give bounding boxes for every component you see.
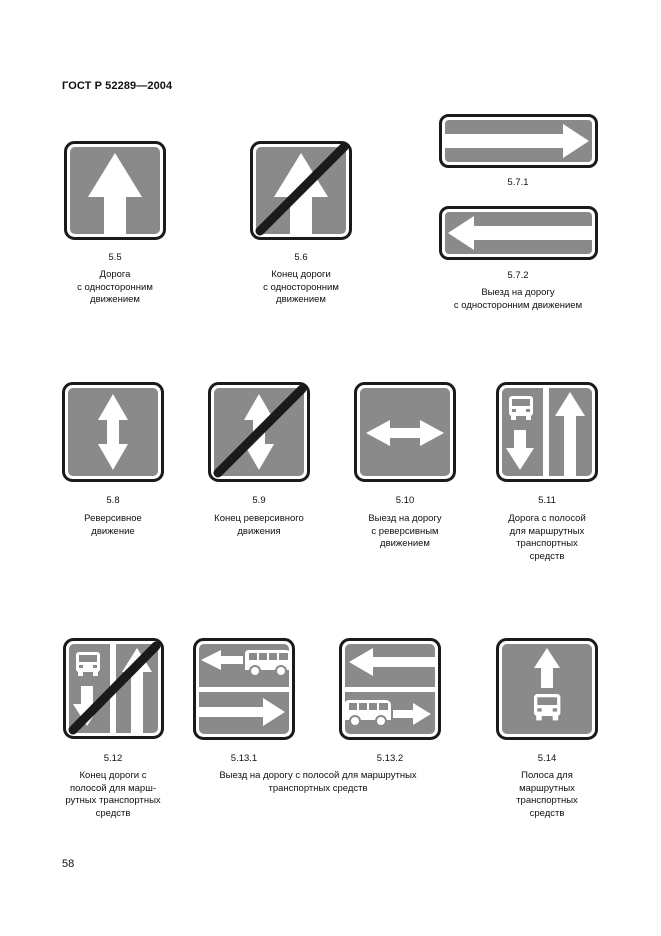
sign-5-5-one-way-road (64, 141, 166, 240)
sign-caption: Дорога с односторонним движением (77, 269, 153, 305)
sign-caption: Конец реверсивного движения (214, 513, 304, 537)
sign-caption: Выезд на дорогу с односторонним движением (453, 287, 583, 311)
sign-caption: Полоса для маршрутных транспортных средств (516, 770, 578, 819)
sign-5-6-end-of-one-way-road (250, 141, 352, 240)
sign-number: 5.10 (395, 495, 415, 506)
sign-caption: Конец дороги с односторонним движением (263, 269, 339, 305)
sign-5-14-bus-lane (496, 638, 598, 740)
sign-5-8-reversible-traffic (62, 382, 164, 482)
sign-caption: Реверсивное движение (84, 513, 142, 537)
sign-number: 5.9 (252, 495, 266, 506)
sign-number: 5.7.2 (507, 270, 529, 281)
sign-5-12-end-of-road-with-bus-lane (63, 638, 164, 739)
page-number: 58 (62, 858, 75, 870)
sign-number: 5.8 (106, 495, 120, 506)
sign-caption: Выезд на дорогу с полосой для маршрутных транспортных средств (219, 770, 417, 794)
sign-number: 5.5 (108, 252, 122, 263)
sign-5-13-2-exit-to-road-with-bus-lane (339, 638, 441, 740)
sign-caption: Конец дороги с полосой для марш- рутных транспортных средств (65, 770, 161, 819)
document-header: ГОСТ Р 52289—2004 (62, 80, 173, 92)
sign-number: 5.14 (537, 753, 557, 764)
sign-5-10-exit-to-reversible-road (354, 382, 456, 482)
sign-number: 5.13.1 (230, 753, 258, 764)
sign-5-13-1-exit-to-road-with-bus-lane (193, 638, 295, 740)
sign-number: 5.12 (103, 753, 123, 764)
sign-caption: Выезд на дорогу с реверсивным движением (368, 513, 442, 549)
sign-5-7-1-exit-to-one-way-road-right (439, 114, 598, 168)
sign-5-11-road-with-bus-lane (496, 382, 598, 482)
sign-number: 5.13.2 (376, 753, 404, 764)
sign-5-7-2-exit-to-one-way-road-left (439, 206, 598, 260)
sign-number: 5.6 (294, 252, 308, 263)
sign-caption: Дорога с полосой для маршрутных транспортных средств (508, 513, 586, 562)
sign-5-9-end-of-reversible-traffic (208, 382, 310, 482)
sign-number: 5.7.1 (507, 177, 529, 188)
sign-number: 5.11 (538, 495, 556, 506)
